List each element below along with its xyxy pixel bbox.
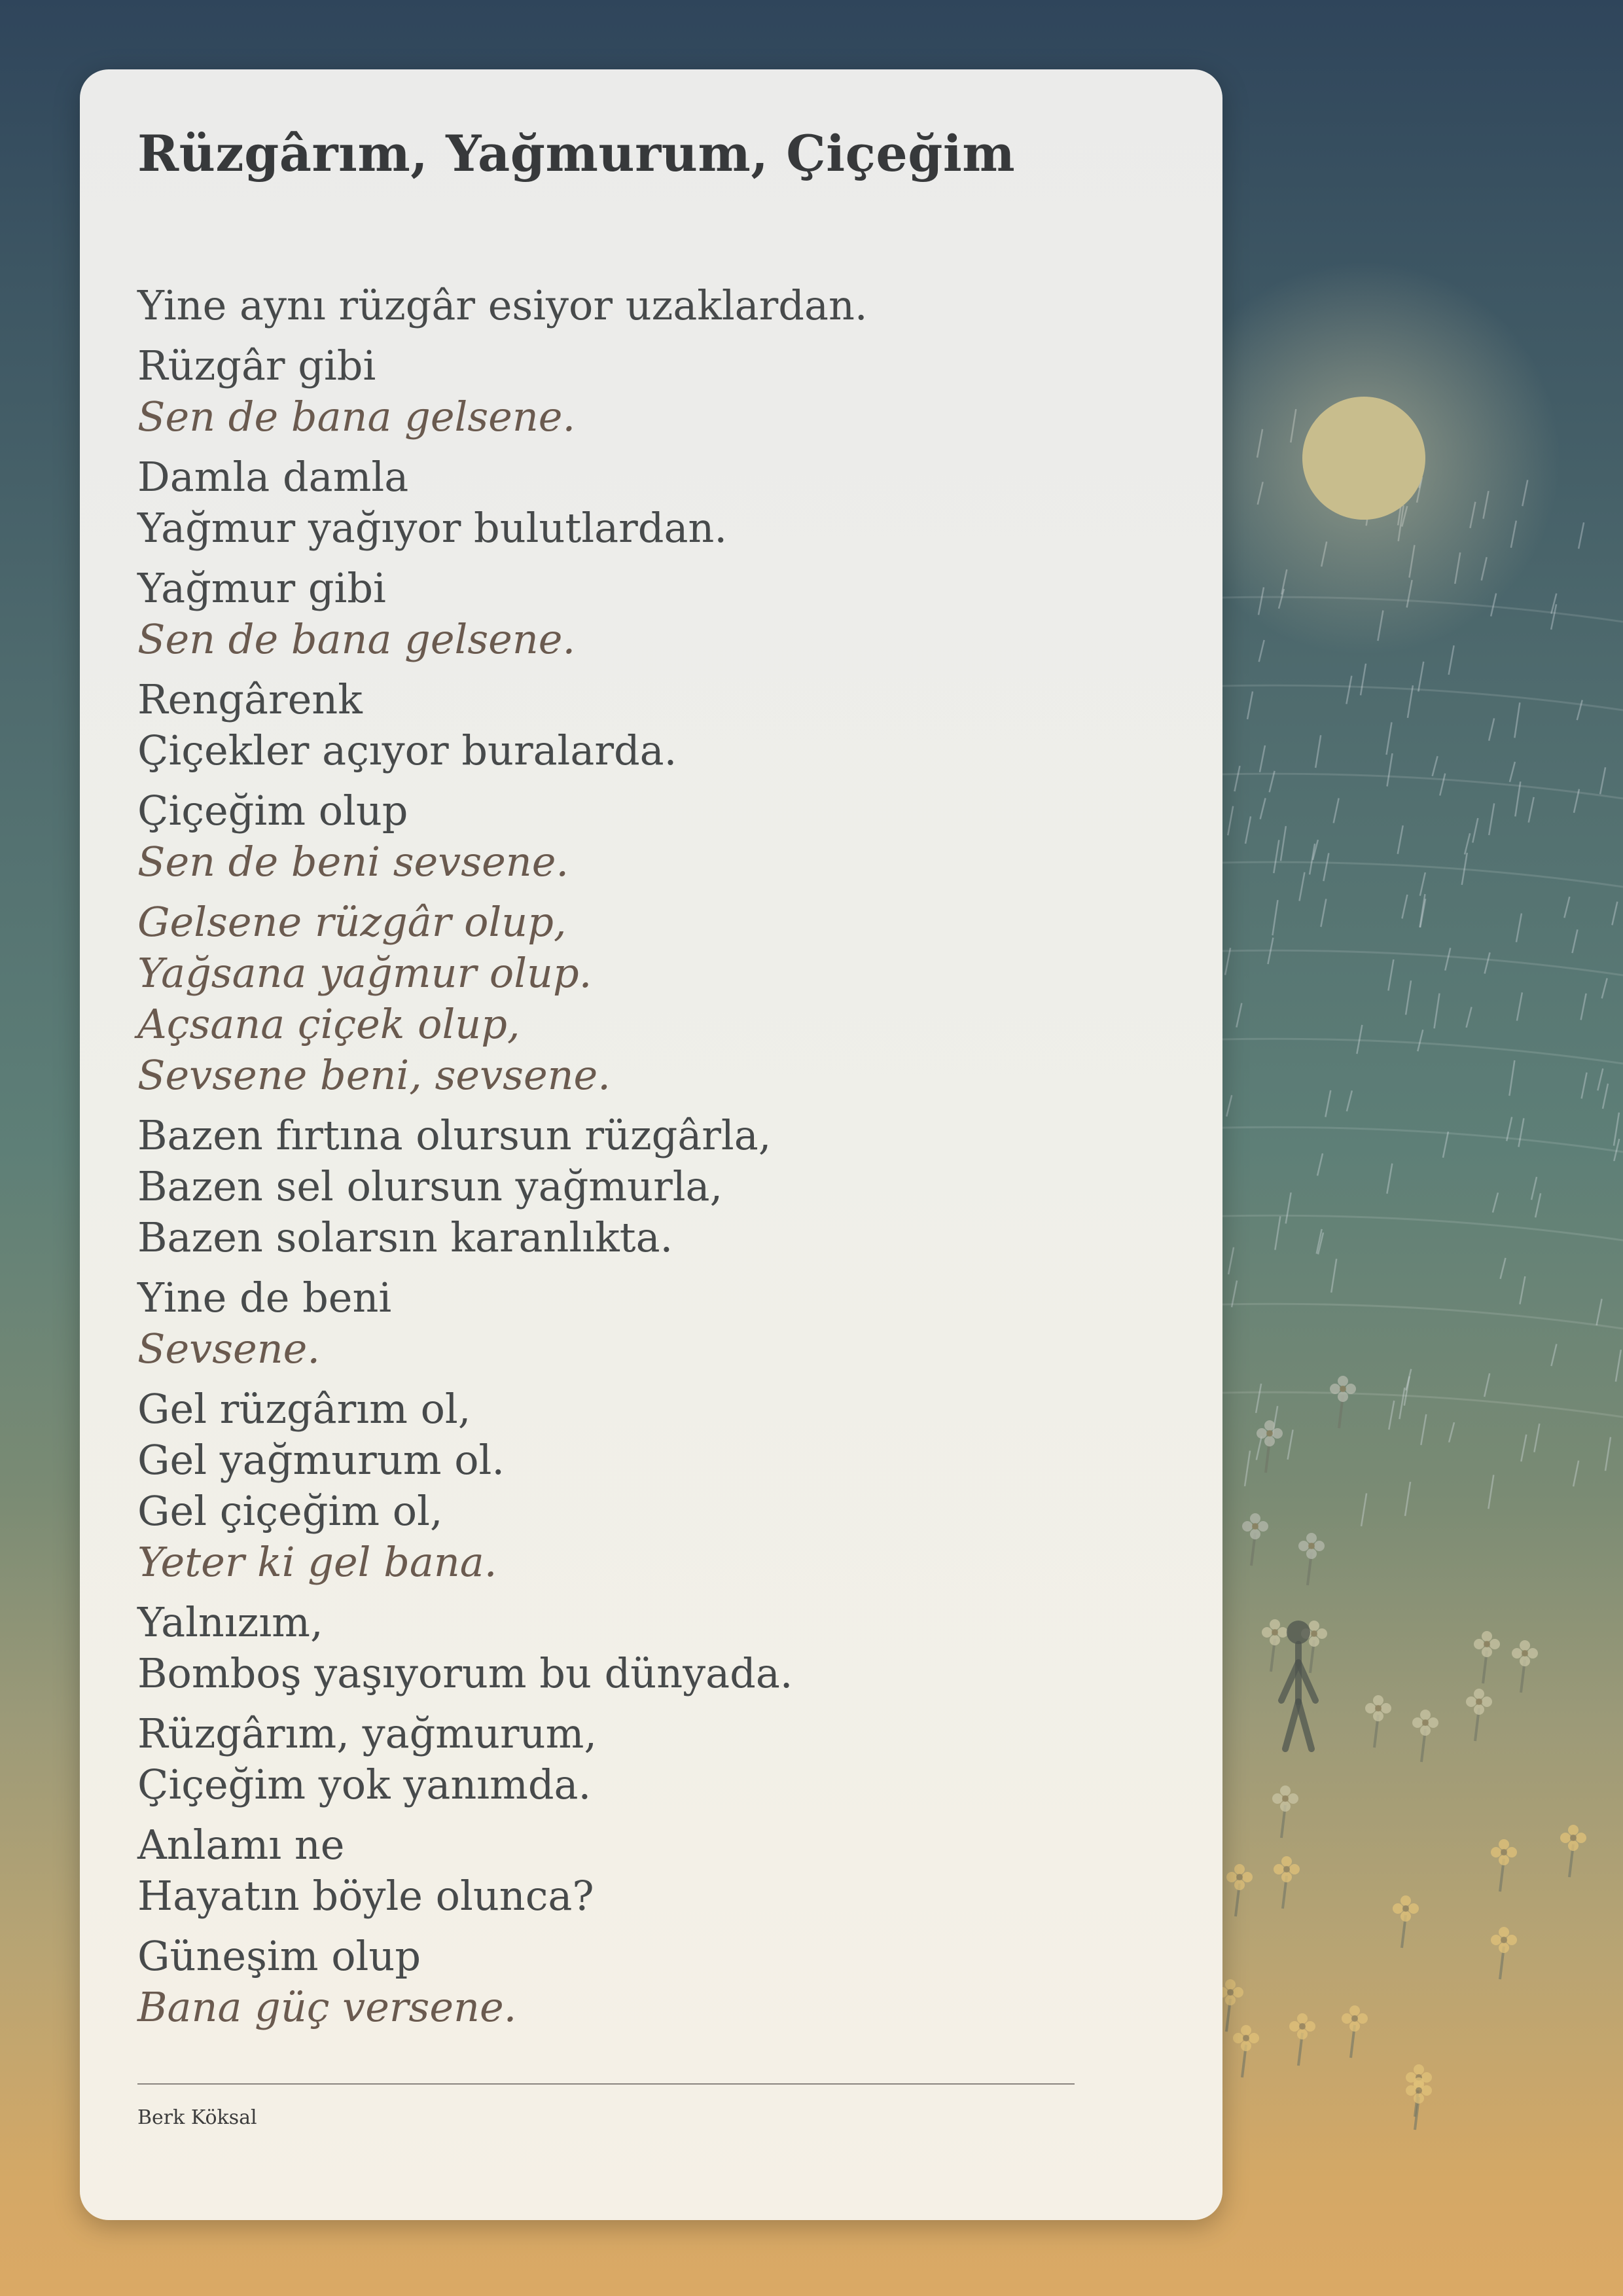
- poem-line: Sevsene.: [137, 1325, 321, 1372]
- flower-icon: [1406, 2077, 1432, 2130]
- stanza: [137, 452, 1119, 554]
- flower-icon: [1289, 2013, 1315, 2066]
- poem-line: Rüzgâr gibi: [137, 342, 376, 389]
- flower-icon: [1512, 1640, 1538, 1693]
- stanza: [137, 1708, 1119, 1810]
- poem-line: Çiçeğim olup: [137, 787, 408, 834]
- poem-line: Gel yağmurum ol.: [137, 1436, 505, 1484]
- flower-icon: [1474, 1631, 1500, 1683]
- flower-icon: [1342, 2005, 1368, 2058]
- poem-line: Sen de bana gelsene.: [137, 615, 576, 663]
- poem-line: Yine de beni: [137, 1274, 392, 1321]
- poem-line: Gel çiçeğim ol,: [137, 1487, 443, 1535]
- flower-icon: [1262, 1619, 1288, 1672]
- poem-line: Yağmur gibi: [137, 564, 386, 612]
- flower-icon: [1233, 2025, 1259, 2077]
- flower-icon: [1491, 1927, 1517, 1979]
- poem-line: Yalnızım,: [137, 1598, 323, 1646]
- flower-icon: [1560, 1825, 1586, 1877]
- poem-line: Anlamı ne: [137, 1821, 345, 1869]
- poem-line: Gelsene rüzgâr olup,: [137, 898, 567, 946]
- poem-line: Çiçekler açıyor buralarda.: [137, 726, 677, 774]
- stanza: [137, 1931, 1119, 2033]
- poem-line: Bazen solarsın karanlıkta.: [137, 1213, 673, 1261]
- poem-line: Gel rüzgârım ol,: [137, 1385, 471, 1433]
- flower-icon: [1412, 1710, 1438, 1762]
- flower-icon: [1365, 1695, 1391, 1748]
- flower-icon: [1257, 1420, 1283, 1473]
- stanza: [137, 563, 1119, 665]
- poem-line: Hayatın böyle olunca?: [137, 1872, 594, 1920]
- stanza: [137, 280, 1119, 331]
- divider: [137, 2083, 1075, 2085]
- flower-icon: [1393, 1895, 1419, 1948]
- poem-line: Bana güç versene.: [137, 1983, 517, 2031]
- flower-field: [1217, 1376, 1586, 2130]
- poem-line: Yine aynı rüzgâr esiyor uzaklardan.: [137, 281, 868, 329]
- moon-icon: [1302, 397, 1425, 520]
- stanza: [137, 785, 1119, 888]
- stanza: [137, 897, 1119, 1101]
- poem-line: Rüzgârım, yağmurum,: [137, 1710, 597, 1757]
- author-name: Berk Köksal: [137, 2106, 257, 2129]
- flower-icon: [1491, 1839, 1517, 1892]
- stanza: [137, 1272, 1119, 1374]
- stanza: [137, 1597, 1119, 1699]
- poem-line: Bazen sel olursun yağmurla,: [137, 1162, 723, 1210]
- poem-line: Çiçeğim yok yanımda.: [137, 1761, 592, 1808]
- flower-icon: [1242, 1513, 1268, 1566]
- stanza: [137, 674, 1119, 776]
- poem-line: Güneşim olup: [137, 1932, 421, 1980]
- flower-icon: [1466, 1689, 1492, 1741]
- poem-line: Bomboş yaşıyorum bu dünyada.: [137, 1649, 793, 1697]
- stanza: [137, 1110, 1119, 1263]
- flower-icon: [1274, 1856, 1300, 1909]
- poem-line: Açsana çiçek olup,: [137, 1000, 520, 1048]
- poem-body: [137, 280, 1119, 2042]
- poem-line: Yeter ki gel bana.: [137, 1538, 497, 1586]
- poem-line: Yağmur yağıyor bulutlardan.: [137, 504, 728, 552]
- flower-icon: [1330, 1376, 1356, 1428]
- flower-icon: [1298, 1533, 1325, 1585]
- flower-icon: [1226, 1864, 1253, 1916]
- poem-line: Sevsene beni, sevsene.: [137, 1051, 611, 1099]
- flower-icon: [1272, 1785, 1298, 1838]
- poem-line: Sen de beni sevsene.: [137, 838, 569, 886]
- poem-line: Yağsana yağmur olup.: [137, 949, 592, 997]
- poem-line: Damla damla: [137, 453, 409, 501]
- stanza: [137, 1384, 1119, 1588]
- stanza: [137, 340, 1119, 442]
- stanza: [137, 1820, 1119, 1922]
- poem-title: Rüzgârım, Yağmurum, Çiçeğim: [137, 124, 1016, 183]
- poem-line: Rengârenk: [137, 675, 363, 723]
- poem-line: Bazen fırtına olursun rüzgârla,: [137, 1111, 772, 1159]
- poem-line: Sen de bana gelsene.: [137, 393, 576, 440]
